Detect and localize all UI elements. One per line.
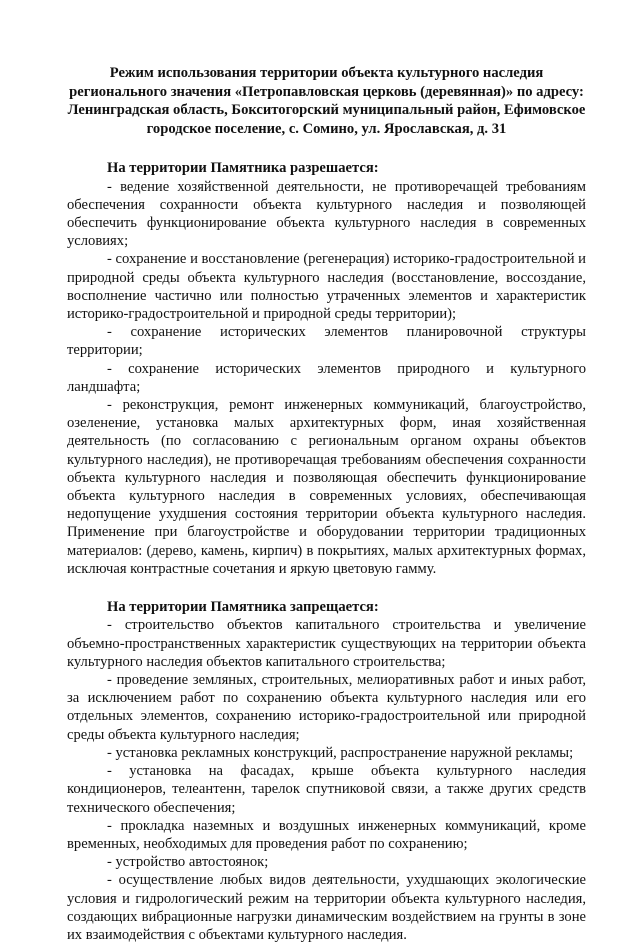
allowed-heading: На территории Памятника разрешается: <box>107 160 379 176</box>
allowed-item: - сохранение и восстановление (регенерация) историко-градостроительной и природной среды объекта культурного наследия (восстановление, воссоздание, восполнение частично или полностью утраченных элементов и характеристик историко-градостроительной и природной среды территории); <box>67 251 586 322</box>
forbidden-item: - прокладка наземных и воздушных инженерных коммуникаций, кроме временных, необходимых для проведения работ по сохранению; <box>67 817 586 852</box>
forbidden-item: - устройство автостоянок; <box>107 854 269 871</box>
allowed-item: - ведение хозяйственной деятельности, не противоречащей требованиям обеспечения сохранности объекта культурного наследия и позволяющей обеспечить функционирование объекта культурного наследия в современных условиях; <box>67 178 586 250</box>
forbidden-item: - установка на фасадах, крыше объекта культурного наследия кондиционеров, телеантенн, тарелок спутниковой связи, а также других средств технического обеспечения; <box>67 763 586 816</box>
forbidden-item: - строительство объектов капитального строительства и увеличение объемно-пространственных характеристик существующих на территории объекта культурного наследия объектов капитального строительства; <box>67 617 586 670</box>
forbidden-heading: На территории Памятника запрещается: <box>107 598 379 615</box>
spacer <box>67 138 586 159</box>
document-title: Режим использования территории объекта культурного наследия регионального значения «Петропавловская церковь (деревянная)» по адресу: Ленинградская область, Бокситогорский муниципальный район, Ефимовское городское поселение, с. Сомино, ул. Ярославская, д. 31 <box>67 65 586 137</box>
allowed-item: - сохранение исторических элементов природного и культурного ландшафта; <box>67 360 586 395</box>
allowed-item: - сохранение исторических элементов планировочной структуры территории; <box>67 324 586 359</box>
forbidden-item: - установка рекламных конструкций, распространение наружной рекламы; <box>107 744 574 761</box>
forbidden-item: - проведение земляных, строительных, мелиоративных работ и иных работ, за исключением работ по сохранению объекта культурного наследия или его отдельных элементов, сохранению историко-градостроительной или природной среды объекта культурного наследия; <box>67 672 586 743</box>
forbidden-item: - осуществление любых видов деятельности, ухудшающих экологические условия и гидрологический режим на территории объекта культурного наследия, создающих вибрационные нагрузки динамическим воздействием на грунты в зоне их взаимодействия с объектами культурного наследия. <box>67 872 586 943</box>
allowed-item: - реконструкция, ремонт инженерных коммуникаций, благоустройство, озеленение, установка малых архитектурных форм, иная хозяйственная деятельность (по согласованию с региональным органом охраны объектов культурного наследия), не противоречащая требованиям обеспечения сохранности объекта культурного наследия и позволяющая обеспечить функционирование объекта культурного наследия в современных условиях, обеспечивающая недопущение ухудшения состояния территории объекта культурного наследия. Применение при благоустройстве и оборудовании территории традиционных материалов: (дерево, камень, кирпич) в покрытиях, малых архитектурных формах, исключая контрастные сочетания и яркую цветовую гамму. <box>67 396 586 577</box>
document-page <box>67 64 586 944</box>
spacer <box>67 578 586 598</box>
